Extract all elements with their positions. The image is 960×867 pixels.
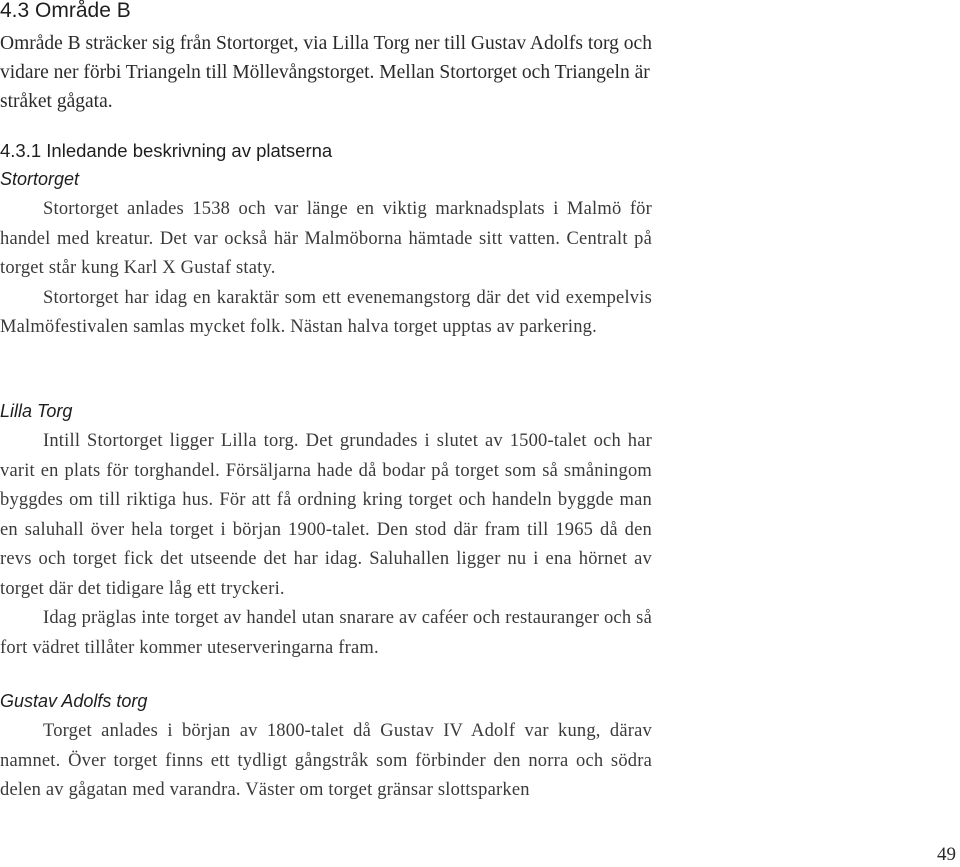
section-title: 4.3 Område B [0,0,131,22]
place-body-stortorget [0,195,652,343]
paragraph: Idag präglas inte torget av handel utan snarare av caféer och restauranger och så fort vädret tillåter kommer uteserveringarna fram. [0,608,652,658]
page-number: 49 [937,844,956,865]
place-heading-stortorget: Stortorget [0,169,80,189]
paragraph: Intill Stortorget ligger Lilla torg. Det grundades i slutet av 1500-talet och har varit en plats för torghandel. Försäljarna hade då bodar på torget som så småningom byggdes om till riktiga hus. För att få ordning kring torget och handeln byggde man en saluhall över hela torget i början 1900-talet. Den stod där fram till 1965 då den revs och torget fick det utseende det har idag. Saluhallen ligger nu i ena hörnet av torget där det tidigare låg ett tryckeri. [0,431,652,599]
paragraph: Stortorget har idag en karaktär som ett evenemangstorg där det vid exempelvis Malmöfestivalen samlas mycket folk. Nästan halva torget upptas av parkering. [0,287,652,337]
paragraph: Torget anlades i början av 1800-talet då Gustav IV Adolf var kung, därav namnet. Över torget finns ett tydligt gångstråk som förbinder den norra och södra delen av gågatan med varandra. Väster om torget gränsar slottsparken [0,721,652,800]
subsection-title: 4.3.1 Inledande beskrivning av platserna [0,140,333,161]
place-body-lilla-torg [0,427,652,663]
place-body-gustav-adolfs-torg [0,717,652,806]
place-heading-lilla-torg: Lilla Torg [0,401,73,421]
place-heading-gustav-adolfs-torg: Gustav Adolfs torg [0,691,148,711]
paragraph: Stortorget anlades 1538 och var länge en viktig marknadsplats i Malmö för handel med kreatur. Det var också här Malmöborna hämtade sitt vatten. Centralt på torget står kung Karl X Gustaf staty. [0,199,652,278]
section-intro: Område B sträcker sig från Stortorget, via Lilla Torg ner till Gustav Adolfs torg och vidare ner förbi Triangeln till Möllevångstorget. Mellan Stortorget och Triangeln är stråket gågata. [0,33,652,112]
